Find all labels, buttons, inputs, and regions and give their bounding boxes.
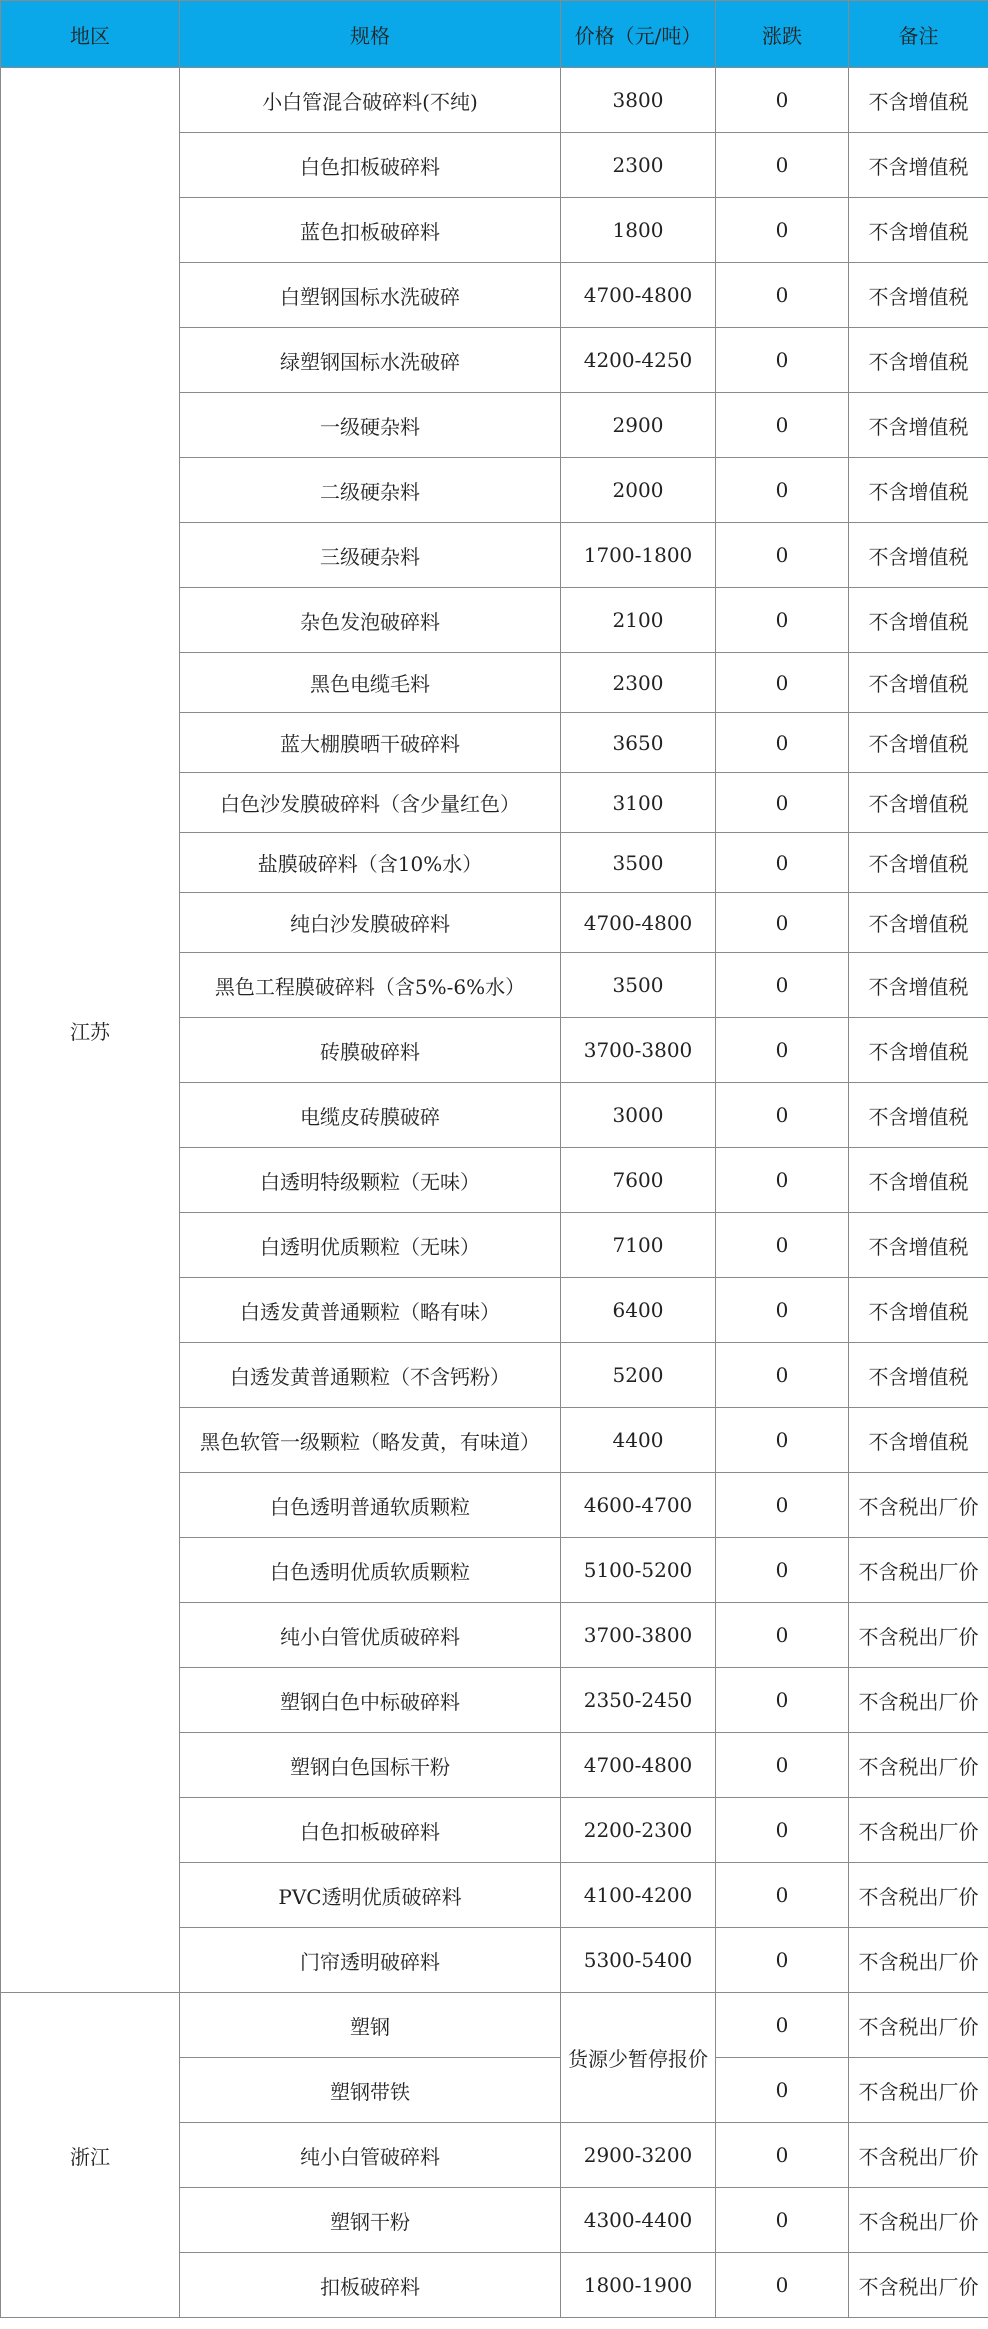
- remark-cell: 不含增值税: [849, 1148, 988, 1213]
- spec-cell: 纯小白管破碎料: [180, 2123, 561, 2188]
- change-cell: 0: [716, 2253, 849, 2318]
- spec-cell: 一级硬杂料: [180, 393, 561, 458]
- spec-cell: PVC透明优质破碎料: [180, 1863, 561, 1928]
- spec-cell: 绿塑钢国标水洗破碎: [180, 328, 561, 393]
- spec-cell: 塑钢白色中标破碎料: [180, 1668, 561, 1733]
- remark-cell: 不含增值税: [849, 198, 988, 263]
- spec-cell: 白色透明优质软质颗粒: [180, 1538, 561, 1603]
- price-cell: 2200-2300: [561, 1798, 716, 1863]
- remark-cell: 不含增值税: [849, 953, 988, 1018]
- spec-cell: 蓝大棚膜晒干破碎料: [180, 713, 561, 773]
- spec-cell: 白色扣板破碎料: [180, 1798, 561, 1863]
- spec-cell: 黑色电缆毛料: [180, 653, 561, 713]
- spec-cell: 黑色工程膜破碎料（含5%-6%水）: [180, 953, 561, 1018]
- price-cell: 4100-4200: [561, 1863, 716, 1928]
- price-cell: 3500: [561, 833, 716, 893]
- remark-cell: 不含税出厂价: [849, 2253, 988, 2318]
- remark-cell: 不含增值税: [849, 1278, 988, 1343]
- change-cell: 0: [716, 2188, 849, 2253]
- remark-cell: 不含增值税: [849, 263, 988, 328]
- price-cell: 2900: [561, 393, 716, 458]
- price-cell: 5100-5200: [561, 1538, 716, 1603]
- change-cell: 0: [716, 1278, 849, 1343]
- spec-cell: 蓝色扣板破碎料: [180, 198, 561, 263]
- price-cell: 3700-3800: [561, 1018, 716, 1083]
- change-cell: 0: [716, 393, 849, 458]
- price-cell: 4700-4800: [561, 1733, 716, 1798]
- spec-cell: 纯小白管优质破碎料: [180, 1603, 561, 1668]
- remark-cell: 不含税出厂价: [849, 1863, 988, 1928]
- price-cell: 4400: [561, 1408, 716, 1473]
- spec-cell: 塑钢干粉: [180, 2188, 561, 2253]
- region-cell: 江苏: [1, 68, 180, 1993]
- change-cell: 0: [716, 1473, 849, 1538]
- change-cell: 0: [716, 1993, 849, 2058]
- spec-cell: 杂色发泡破碎料: [180, 588, 561, 653]
- price-cell: 4200-4250: [561, 328, 716, 393]
- price-cell: 4600-4700: [561, 1473, 716, 1538]
- spec-cell: 纯白沙发膜破碎料: [180, 893, 561, 953]
- price-cell: 3100: [561, 773, 716, 833]
- price-cell: 2000: [561, 458, 716, 523]
- change-cell: 0: [716, 1213, 849, 1278]
- change-cell: 0: [716, 458, 849, 523]
- header-price: 价格（元/吨）: [561, 1, 716, 68]
- remark-cell: 不含税出厂价: [849, 1538, 988, 1603]
- header-change: 涨跌: [716, 1, 849, 68]
- remark-cell: 不含增值税: [849, 588, 988, 653]
- remark-cell: 不含增值税: [849, 1083, 988, 1148]
- price-cell: 4700-4800: [561, 263, 716, 328]
- spec-cell: 白透发黄普通颗粒（略有味）: [180, 1278, 561, 1343]
- change-cell: 0: [716, 1148, 849, 1213]
- change-cell: 0: [716, 133, 849, 198]
- price-cell-merged: 货源少暂停报价: [561, 1993, 716, 2123]
- spec-cell: 白透明特级颗粒（无味）: [180, 1148, 561, 1213]
- table-row: [1, 1993, 988, 2058]
- spec-cell: 白透明优质颗粒（无味）: [180, 1213, 561, 1278]
- spec-cell: 黑色软管一级颗粒（略发黄，有味道）: [180, 1408, 561, 1473]
- change-cell: 0: [716, 953, 849, 1018]
- remark-cell: 不含增值税: [849, 523, 988, 588]
- spec-cell: 白色透明普通软质颗粒: [180, 1473, 561, 1538]
- price-cell: 7600: [561, 1148, 716, 1213]
- table-body: [1, 68, 988, 2318]
- change-cell: 0: [716, 1538, 849, 1603]
- spec-cell: 盐膜破碎料（含10%水）: [180, 833, 561, 893]
- price-cell: 3500: [561, 953, 716, 1018]
- change-cell: 0: [716, 1733, 849, 1798]
- price-cell: 2900-3200: [561, 2123, 716, 2188]
- change-cell: 0: [716, 893, 849, 953]
- change-cell: 0: [716, 1603, 849, 1668]
- change-cell: 0: [716, 588, 849, 653]
- remark-cell: 不含增值税: [849, 833, 988, 893]
- remark-cell: 不含税出厂价: [849, 1798, 988, 1863]
- remark-cell: 不含税出厂价: [849, 1733, 988, 1798]
- price-cell: 2100: [561, 588, 716, 653]
- remark-cell: 不含增值税: [849, 68, 988, 133]
- region-cell: 浙江: [1, 1993, 180, 2318]
- remark-cell: 不含税出厂价: [849, 2123, 988, 2188]
- spec-cell: 砖膜破碎料: [180, 1018, 561, 1083]
- spec-cell: 塑钢白色国标干粉: [180, 1733, 561, 1798]
- spec-cell: 二级硬杂料: [180, 458, 561, 523]
- remark-cell: 不含增值税: [849, 893, 988, 953]
- remark-cell: 不含增值税: [849, 1213, 988, 1278]
- remark-cell: 不含增值税: [849, 653, 988, 713]
- remark-cell: 不含增值税: [849, 1018, 988, 1083]
- price-cell: 3800: [561, 68, 716, 133]
- spec-cell: 塑钢: [180, 1993, 561, 2058]
- remark-cell: 不含税出厂价: [849, 1473, 988, 1538]
- change-cell: 0: [716, 263, 849, 328]
- header-region: 地区: [1, 1, 180, 68]
- change-cell: 0: [716, 1798, 849, 1863]
- remark-cell: 不含税出厂价: [849, 1668, 988, 1733]
- remark-cell: 不含税出厂价: [849, 1603, 988, 1668]
- price-cell: 1800: [561, 198, 716, 263]
- price-cell: 3650: [561, 713, 716, 773]
- remark-cell: 不含增值税: [849, 713, 988, 773]
- spec-cell: 门帘透明破碎料: [180, 1928, 561, 1993]
- price-cell: 1800-1900: [561, 2253, 716, 2318]
- spec-cell: 白塑钢国标水洗破碎: [180, 263, 561, 328]
- price-cell: 6400: [561, 1278, 716, 1343]
- price-cell: 4700-4800: [561, 893, 716, 953]
- header-spec: 规格: [180, 1, 561, 68]
- spec-cell: 白色扣板破碎料: [180, 133, 561, 198]
- remark-cell: 不含税出厂价: [849, 2188, 988, 2253]
- remark-cell: 不含增值税: [849, 133, 988, 198]
- price-cell: 1700-1800: [561, 523, 716, 588]
- remark-cell: 不含增值税: [849, 393, 988, 458]
- price-cell: 4300-4400: [561, 2188, 716, 2253]
- change-cell: 0: [716, 198, 849, 263]
- spec-cell: 白色沙发膜破碎料（含少量红色）: [180, 773, 561, 833]
- change-cell: 0: [716, 653, 849, 713]
- remark-cell: 不含税出厂价: [849, 1993, 988, 2058]
- change-cell: 0: [716, 523, 849, 588]
- change-cell: 0: [716, 2058, 849, 2123]
- change-cell: 0: [716, 1408, 849, 1473]
- price-cell: 5300-5400: [561, 1928, 716, 1993]
- remark-cell: 不含增值税: [849, 1408, 988, 1473]
- change-cell: 0: [716, 2123, 849, 2188]
- remark-cell: 不含税出厂价: [849, 1928, 988, 1993]
- change-cell: 0: [716, 328, 849, 393]
- change-cell: 0: [716, 1018, 849, 1083]
- spec-cell: 小白管混合破碎料(不纯): [180, 68, 561, 133]
- spec-cell: 扣板破碎料: [180, 2253, 561, 2318]
- header-row: [1, 1, 988, 68]
- price-cell: 3000: [561, 1083, 716, 1148]
- price-cell: 2300: [561, 133, 716, 198]
- price-cell: 2350-2450: [561, 1668, 716, 1733]
- remark-cell: 不含税出厂价: [849, 2058, 988, 2123]
- spec-cell: 三级硬杂料: [180, 523, 561, 588]
- change-cell: 0: [716, 1083, 849, 1148]
- change-cell: 0: [716, 833, 849, 893]
- change-cell: 0: [716, 1863, 849, 1928]
- price-cell: 3700-3800: [561, 1603, 716, 1668]
- change-cell: 0: [716, 713, 849, 773]
- table-row: [1, 68, 988, 133]
- remark-cell: 不含增值税: [849, 458, 988, 523]
- spec-cell: 白透发黄普通颗粒（不含钙粉）: [180, 1343, 561, 1408]
- price-cell: 5200: [561, 1343, 716, 1408]
- remark-cell: 不含增值税: [849, 773, 988, 833]
- price-cell: 7100: [561, 1213, 716, 1278]
- header-remark: 备注: [849, 1, 988, 68]
- change-cell: 0: [716, 1343, 849, 1408]
- change-cell: 0: [716, 68, 849, 133]
- remark-cell: 不含增值税: [849, 1343, 988, 1408]
- change-cell: 0: [716, 773, 849, 833]
- change-cell: 0: [716, 1928, 849, 1993]
- change-cell: 0: [716, 1668, 849, 1733]
- spec-cell: 塑钢带铁: [180, 2058, 561, 2123]
- spec-cell: 电缆皮砖膜破碎: [180, 1083, 561, 1148]
- price-cell: 2300: [561, 653, 716, 713]
- remark-cell: 不含增值税: [849, 328, 988, 393]
